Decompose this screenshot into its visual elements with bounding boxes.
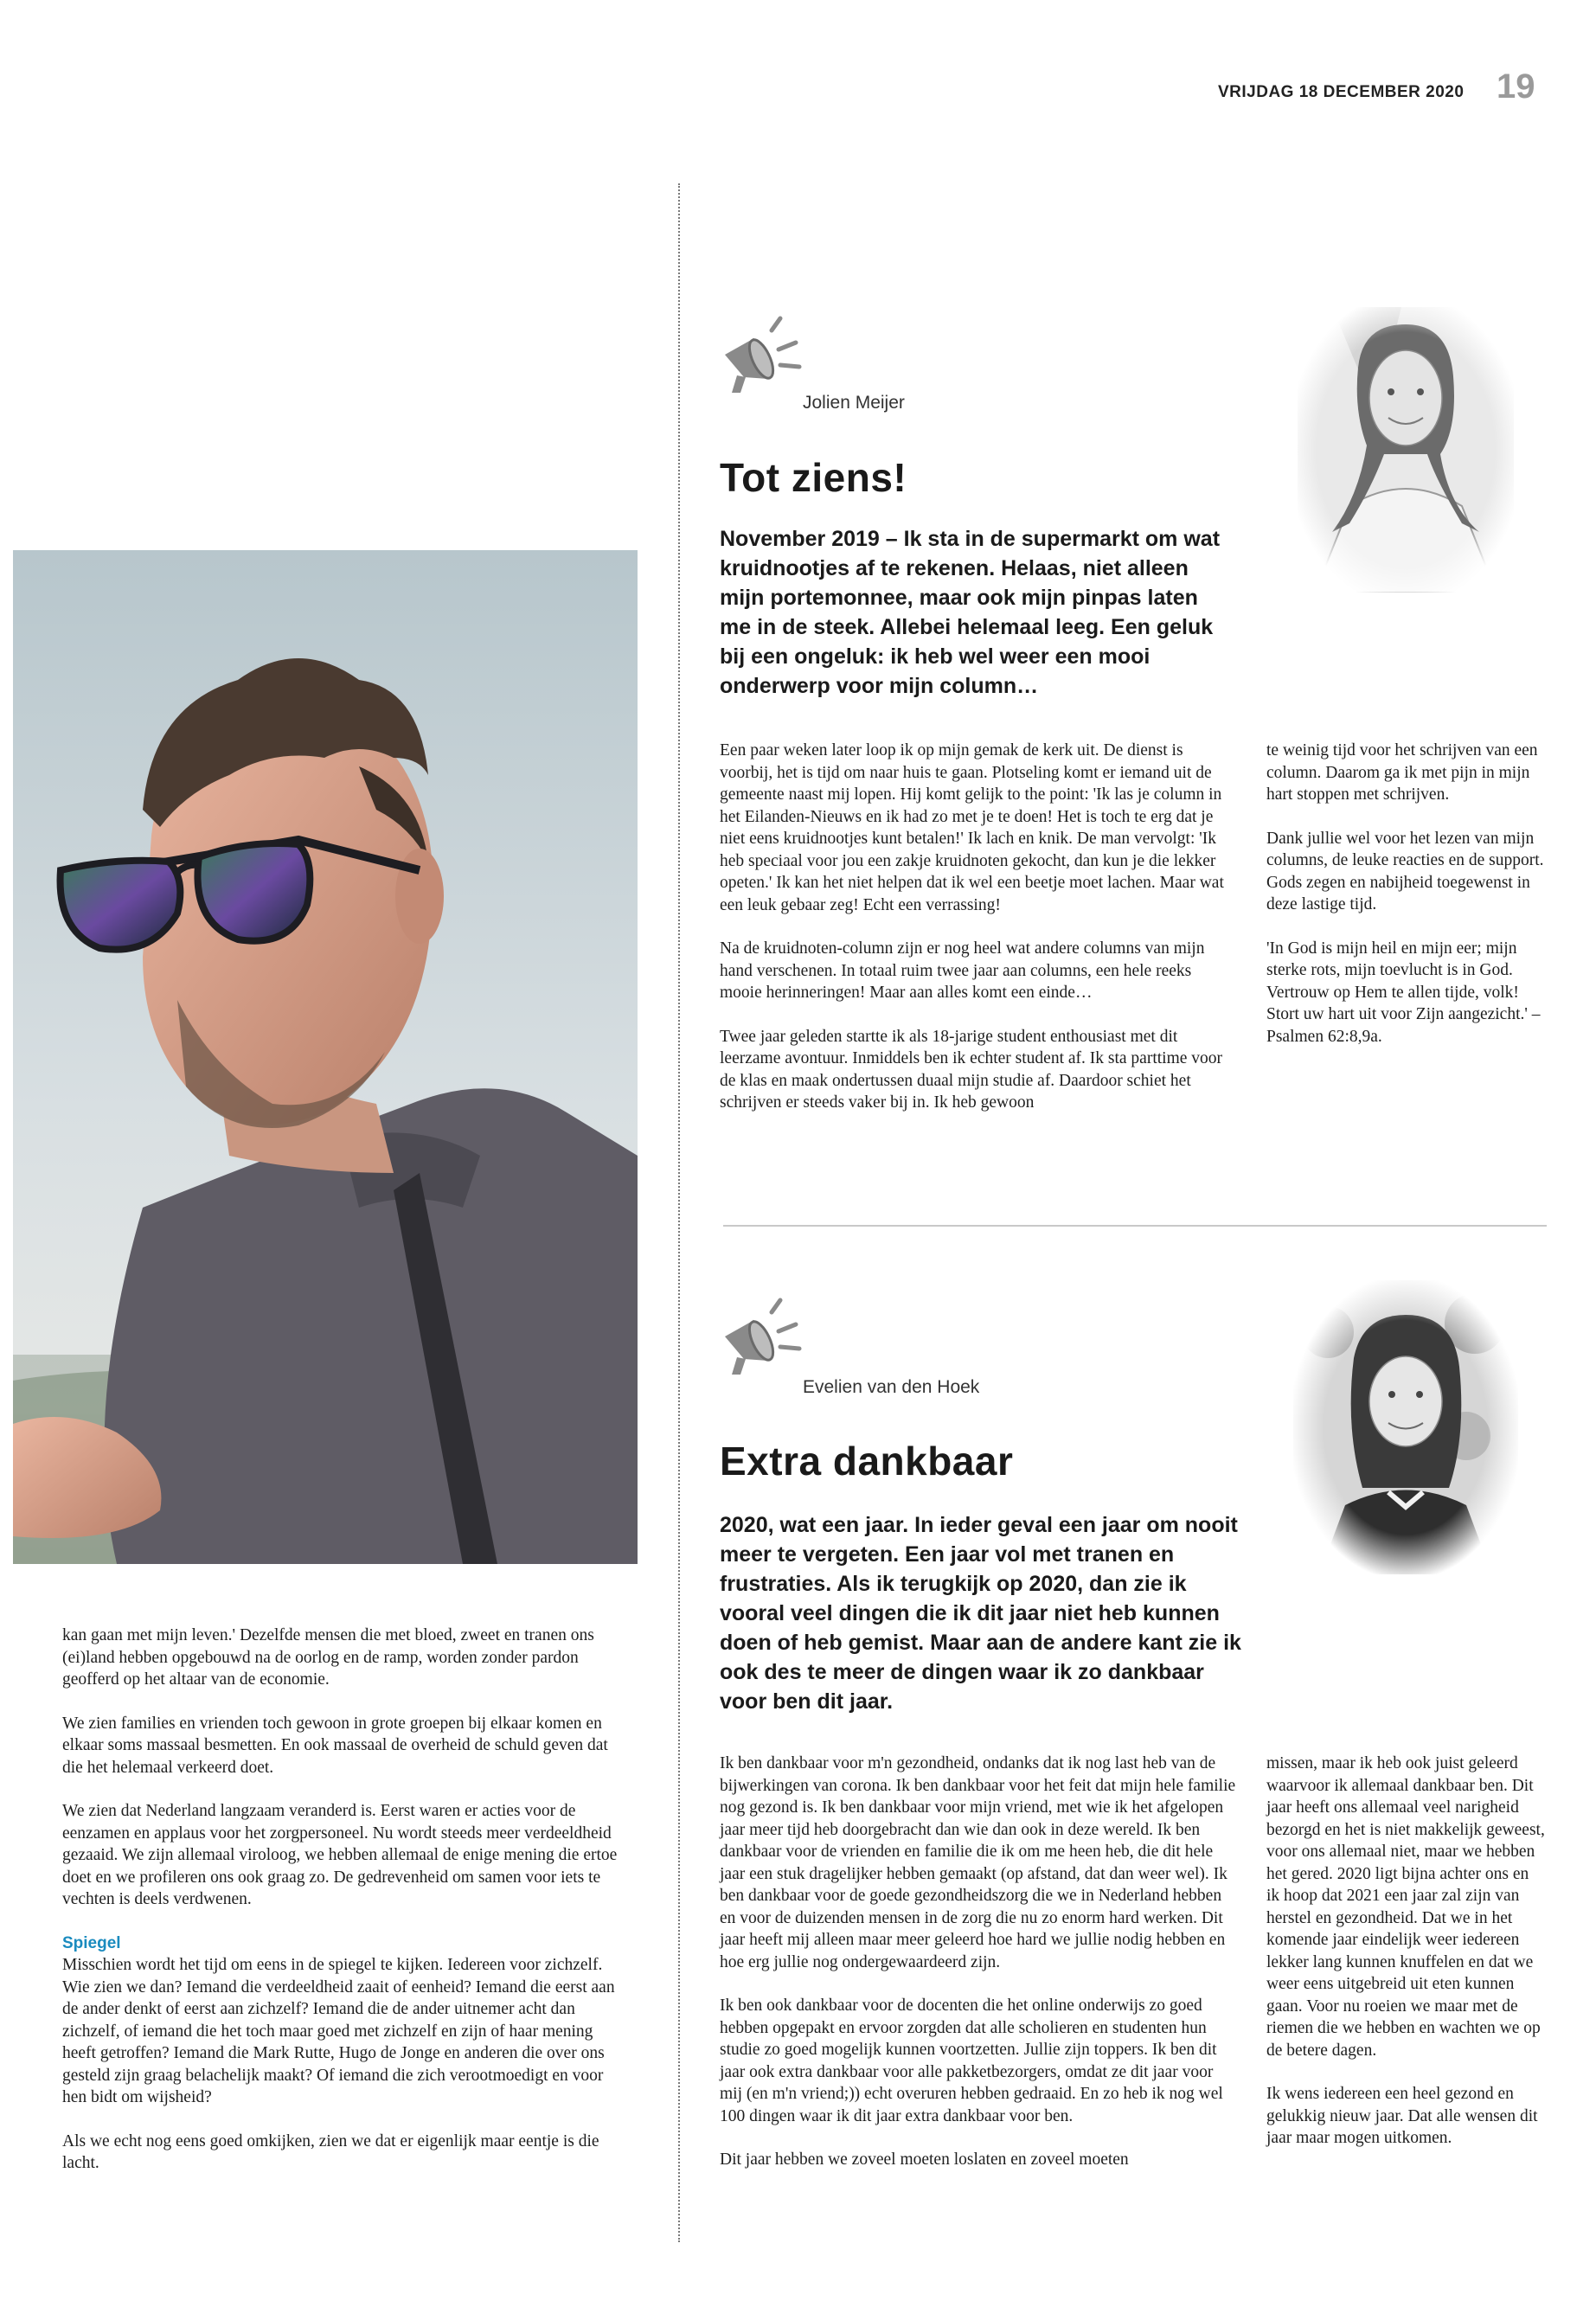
megaphone-icon xyxy=(718,1293,813,1384)
paragraph: Dit jaar hebben we zoveel moeten loslaten en zoveel moeten xyxy=(720,2150,1129,2169)
paragraph: Een paar weken later loop ik op mijn gemak de kerk uit. De dienst is voorbij, het is tijd om naar huis te gaan. Plotseling komt er iemand uit de gemeente naast mij lopen. Hij komt gelijk to the point: 'Ik las je column in het Eilanden-Nieuws en ik had zo met je te doen! Het is toch te erg dat je niet eens kruidnootjes kunt betalen!' Ik lach en knik. De man vervolgt: 'Ik heb speciaal voor jou een zakje kruidnoten gekocht, dan kun je die lekker opeten.' Ik kan het niet helpen dat ik wel een beetje moet lachen. Maar wat een leuk gebaar zeg! Echt een verrassing! xyxy=(720,741,1224,914)
article-title: Tot ziens! xyxy=(720,455,907,500)
article-lead: 2020, wat een jaar. In ieder geval een jaar om nooit meer te vergeten. Een jaar vol met tranen en frustraties. Als ik terugkijk op 2020, dan zie ik vooral veel dingen die ik dit jaar niet heb kunnen doen of heb gemist. Maar aan de andere kant zie ik ook des te meer de dingen waar ik zo dankbaar voor ben dit jaar. xyxy=(720,1513,1241,1714)
article-body-col-b xyxy=(1266,740,1545,1048)
header-date: VRIJDAG 18 DECEMBER 2020 xyxy=(1218,83,1465,101)
paragraph: Misschien wordt het tijd om eens in de spiegel te kijken. Iedereen voor zichzelf. Wie zien we dan? Iemand die verdeeldheid zaait of eenheid? Iemand die eerst aan de ander denkt of eerst aan zichzelf? Iemand die de ander uitnemer acht dan zichzelf, of iemand die het toch maar goed met zichzelf en zijn of haar mening heeft getroffen? Iemand die Mark Rutte, Hugo de Jonge en anderen die over ons gesteld zijn graag belachelijk maakt? Of iemand die zich verootmoedigt en voor hen bidt om wijsheid? xyxy=(62,1956,615,2106)
paragraph: Als we echt nog eens goed omkijken, zien we dat er eigenlijk maar eentje is die lacht. xyxy=(62,2131,599,2172)
article-body-col-b xyxy=(1266,1753,1545,2150)
author-portrait xyxy=(1293,1280,1518,1574)
section-separator xyxy=(723,1225,1547,1227)
left-article-body xyxy=(62,1625,623,2175)
article-body-col-a xyxy=(720,1753,1239,2171)
author-name: Evelien van den Hoek xyxy=(803,1377,980,1397)
article-title: Extra dankbaar xyxy=(720,1439,1014,1484)
megaphone-icon xyxy=(718,311,813,402)
article-body-col-a xyxy=(720,740,1237,1114)
paragraph: kan gaan met mijn leven.' Dezelfde mensen die met bloed, zweet en tranen ons (ei)land hebben opgebouwd na de oorlog en de ramp, worden zonder pardon geofferd op het altaar van de economie. xyxy=(62,1626,594,1689)
portrait-photo xyxy=(13,550,638,1564)
paragraph: Na de kruidnoten-column zijn er nog heel wat andere columns van mijn hand verschenen. In totaal ruim twee jaar aan columns, een hele reeks mooie herinneringen! Maar aan alles komt een einde… xyxy=(720,939,1205,1002)
author-portrait xyxy=(1298,307,1514,593)
page-number: 19 xyxy=(1497,67,1535,106)
paragraph: We zien dat Nederland langzaam veranderd is. Eerst waren er acties voor de eenzamen en applaus voor het zorgpersoneel. Nu wordt steeds meer verdeeldheid gezaaid. We zijn allemaal viroloog, we hebben allemaal de enige mening die ertoe doet en we profileren ons ook graag zo. De gedrevenheid om samen voor iets te vechten is deels verdwenen. xyxy=(62,1802,618,1908)
paragraph: 'In God is mijn heil en mijn eer; mijn sterke rots, mijn toevlucht is in God. Vertrouw op Hem te allen tijde, volk! Stort uw hart uit voor Zijn aangezicht.' – Psalmen 62:8,9a. xyxy=(1266,939,1541,1046)
article-lead: November 2019 – Ik sta in de supermarkt om wat kruidnootjes af te rekenen. Helaas, niet alleen mijn portemonnee, maar ook mijn pinpas laten me in de steek. Allebei helemaal leeg. Een geluk bij een ongeluk: ik heb wel weer een mooi onderwerp voor mijn column… xyxy=(720,527,1221,698)
paragraph: Dank jullie wel voor het lezen van mijn columns, de leuke reacties en de support. Gods zegen en nabijheid toegewenst in deze lastige tijd. xyxy=(1266,829,1544,913)
paragraph: Ik wens iedereen een heel gezond en gelukkig nieuw jaar. Dat alle wensen dit jaar maar mogen uitkomen. xyxy=(1266,2085,1538,2147)
paragraph: missen, maar ik heb ook juist geleerd waarvoor ik allemaal dankbaar ben. Dit jaar heeft ons allemaal veel narigheid bezorgd en het is niet makkelijk geweest, voor ons allemaal niet, maar we hebben het gered. 2020 ligt bijna achter ons en ik hoop dat 2021 een jaar zal zijn van herstel en gezondheid. Dat we in het komende jaar eindelijk weer iedereen lekker lang kunnen knuffelen en dat we weer eens uitgebreid uit eten kunnen gaan. Voor nu roeien we maar met de riemen die we hebben en wachten we op de betere dagen. xyxy=(1266,1754,1545,2060)
author-name: Jolien Meijer xyxy=(803,393,905,413)
paragraph: Twee jaar geleden startte ik als 18-jarige student enthousiast met dit leerzame avontuur. Inmiddels ben ik echter student af. Ik sta parttime voor de klas en maak ondertussen duaal mijn studie af. Daardoor schiet het schrijven er steeds vaker bij in. Ik heb gewoon xyxy=(720,1027,1223,1112)
paragraph: Ik ben ook dankbaar voor de docenten die het online onderwijs zo goed hebben opgepakt en ervoor zorgden dat alle scholieren en studenten hun studie zo goed mogelijk kunnen voortzetten. Jullie zijn toppers. Ik ben dit jaar ook extra dankbaar voor alle pakketbezorgers, omdat ze dit jaar voor mij (en m'n vriend;)) echt overuren hebben gedraaid. En zo heb ik nog wel 100 dingen waar ik dit jaar extra dankbaar voor ben. xyxy=(720,1997,1223,2125)
paragraph: te weinig tijd voor het schrijven van een column. Daarom ga ik met pijn in mijn hart stoppen met schrijven. xyxy=(1266,741,1538,804)
column-divider xyxy=(678,183,680,2242)
paragraph: Ik ben dankbaar voor m'n gezondheid, ondanks dat ik nog last heb van de bijwerkingen van corona. Ik ben dankbaar voor het feit dat mijn hele familie nog gezond is. Ik ben dankbaar voor mijn vriend, met wie ik het afgelopen jaar meer tijd heb doorgebracht dan wie dan ook in deze wereld. Ik ben dankbaar voor de vrienden en familie die ik om me heen heb, die dit hele jaar een stuk dragelijker hebben gemaakt (op afstand, dat dan weer wel). Ik ben dankbaar voor de goede gezondheidszorg die we in Nederland hebben en voor de duizenden mensen in de zorg die nu zo enorm hard werken. Dit jaar heeft mij alleen maar meer geleerd hoe hard we jullie nodig hebben en hoe erg jullie nog ondergewaardeerd zijn. xyxy=(720,1754,1236,1971)
section-subhead: Spiegel xyxy=(62,1933,121,1952)
paragraph: We zien families en vrienden toch gewoon in grote groepen bij elkaar komen en elkaar soms massaal besmetten. En ook massaal de overheid de schuld geven dat die het helemaal verkeerd doet. xyxy=(62,1714,608,1777)
